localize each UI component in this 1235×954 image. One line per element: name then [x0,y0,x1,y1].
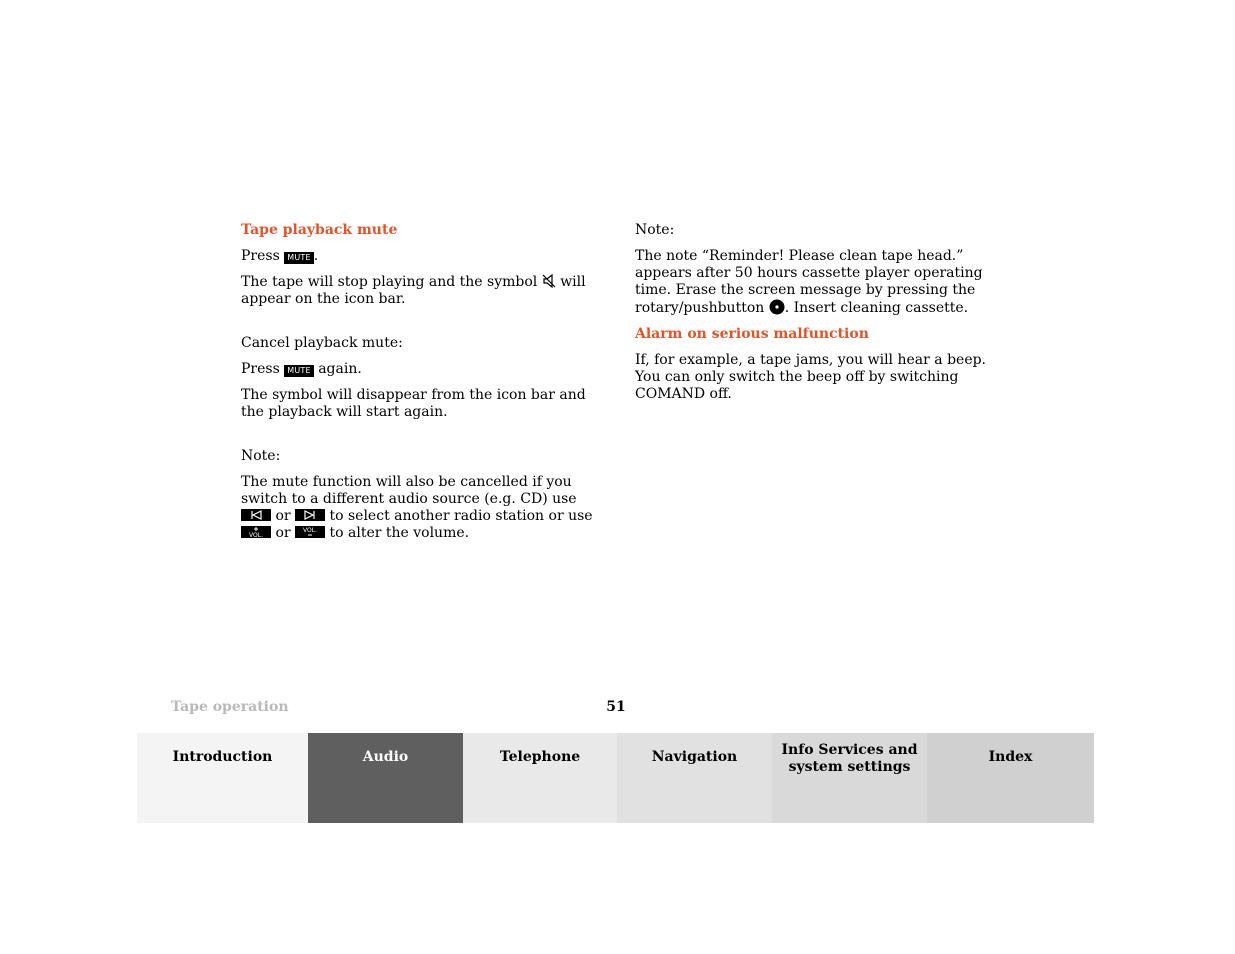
seek-back-key-icon [241,509,271,521]
chapter-tab-bar [137,733,1094,823]
period-text: . [313,248,319,264]
alarm-heading: Alarm on serious malfunction [635,326,869,342]
stop-text-pre: The tape will stop playing and the symbol [241,274,538,290]
page-number: 51 [606,699,626,715]
right-column [635,222,1000,412]
tab-index[interactable] [927,733,1094,823]
mute-key-icon: MUTE [284,365,314,377]
alarm-text: If, for example, a tape jams, you will hear a beep. You can only switch the beep off by switching COMAND off. [635,352,987,402]
tab-label: Introduction [172,749,273,765]
volume-up-key-icon [241,526,271,538]
section-label: Tape operation [171,699,289,715]
speaker-mute-icon [542,274,556,288]
tape-playback-mute-heading: Tape playback mute [241,222,398,238]
tab-label-line1: Info Services and [781,742,918,758]
note-label: Note: [241,448,281,464]
volume-down-key-icon [295,526,325,538]
tab-telephone[interactable] [463,733,617,823]
or-text: or [275,525,291,541]
stop-playing-text [241,274,606,308]
tab-info-services[interactable] [772,733,927,823]
press-text: Press [241,361,280,377]
note-text-3: to alter the volume. [329,525,470,541]
tab-audio[interactable] [308,733,463,823]
tab-label: Telephone [499,749,581,765]
note-text-1: The mute function will also be cancelled if you switch to a different audio source (e.g. CD) use [241,474,577,507]
note-label: Note: [635,222,675,238]
reminder-text-post: . Insert cleaning cassette. [784,300,969,316]
press-mute-instruction [241,248,606,265]
left-column [241,222,606,551]
symbol-disappear-text: The symbol will disappear from the icon bar and the playback will start again. [241,387,586,420]
or-text: or [275,508,291,524]
cancel-mute-label: Cancel playback mute: [241,335,403,351]
reminder-text-pre: The note “Reminder! Please clean tape head.” appears after 50 hours cassette player operating time. Erase the screen message by pressing the rotary/pushbutton [635,248,983,316]
mute-key-icon: MUTE [284,252,314,264]
vol-up-label: VOL. [249,532,263,538]
vol-down-label: VOL. [303,527,318,534]
tab-label: Audio [362,749,409,765]
tab-navigation[interactable] [617,733,772,823]
tab-label: Index [988,749,1033,765]
stop-text-post: will appear on the icon bar. [241,274,586,307]
tab-label-line2: system settings [788,759,911,775]
note-text-2: to select another radio station or use [329,508,593,524]
tab-label: Navigation [651,749,738,765]
press-mute-again-instruction [241,361,606,378]
seek-forward-key-icon [295,509,325,521]
rotary-pushbutton-icon [769,299,785,315]
tab-introduction[interactable] [137,733,308,823]
again-text: again. [318,361,362,377]
mute-cancel-note [241,474,606,542]
reminder-note [635,248,1000,317]
press-text: Press [241,248,280,264]
